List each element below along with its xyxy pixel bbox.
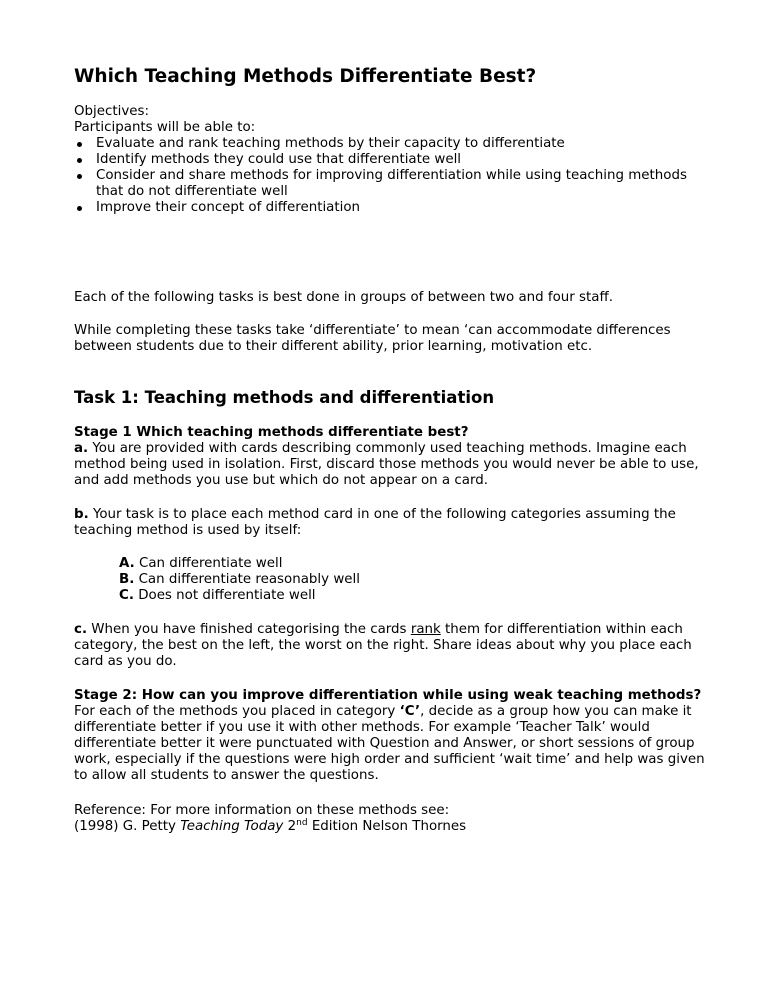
reference-line: Reference: For more information on these methods see: <box>74 803 450 818</box>
stage2-text-before: For each of the methods you placed in category <box>74 704 396 719</box>
category-text: Does not differentiate well <box>138 588 316 603</box>
category-list <box>119 556 360 604</box>
step-c-text-before: When you have finished categorising the cards <box>91 622 407 637</box>
stage2-text-after: , decide as a group how you can make it differentiate better if you use it with other methods. For example ‘Teacher Talk’ would differentiate better it were punctuated with Question and Answer, or short sessions of group work, especially if the questions were high order and sufficient ‘wait time’ and help was given to allow all students to answer the questions. <box>74 704 705 783</box>
category-letter: A. <box>119 556 135 571</box>
category-item <box>119 556 360 572</box>
book-title: Teaching Today <box>180 819 284 834</box>
rank-emphasis: rank <box>410 622 441 637</box>
stage2-body <box>74 704 714 784</box>
category-letter: B. <box>119 572 135 587</box>
step-b-label: b. <box>74 507 89 522</box>
reference-citation <box>74 819 714 835</box>
stage1-heading: Stage 1 Which teaching methods differentiate best? <box>74 425 469 440</box>
category-item <box>119 588 360 604</box>
category-item <box>119 572 360 588</box>
list-item: Evaluate and rank teaching methods by their capacity to differentiate <box>74 136 714 152</box>
stage1-step-c <box>74 622 714 670</box>
page-title: Which Teaching Methods Differentiate Best? <box>74 66 537 87</box>
list-item: Identify methods they could use that differentiate well <box>74 152 714 168</box>
stage1-step-a <box>74 441 714 489</box>
groups-note: Each of the following tasks is best done in groups of between two and four staff. <box>74 290 613 305</box>
objectives-intro: Participants will be able to: <box>74 120 256 135</box>
list-item: Improve their concept of differentiation <box>74 200 714 216</box>
objectives-heading: Objectives: <box>74 104 149 119</box>
definition-note: While completing these tasks take ‘differentiate’ to mean ‘can accommodate differences between students due to their different ability, prior learning, motivation etc. <box>74 323 671 354</box>
objectives-list <box>74 136 714 216</box>
objectives-section <box>74 104 714 216</box>
category-text: Can differentiate reasonably well <box>138 572 360 587</box>
reference-section <box>74 803 714 835</box>
step-c-label: c. <box>74 622 88 637</box>
citation-author: (1998) G. Petty <box>74 819 176 834</box>
task1-heading: Task 1: Teaching methods and differentiation <box>74 388 495 407</box>
stage1-step-b <box>74 507 714 539</box>
list-item: Consider and share methods for improving differentiation while using teaching methods that do not differentiate well <box>74 168 714 200</box>
stage2-heading: Stage 2: How can you improve differentiation while using weak teaching methods? <box>74 688 702 703</box>
category-text: Can differentiate well <box>138 556 283 571</box>
edition-suffix: nd <box>296 818 308 828</box>
step-b-text: Your task is to place each method card in one of the following categories assuming the teaching method is used by itself: <box>74 507 676 538</box>
edition-number: 2 <box>287 819 297 834</box>
category-letter: C. <box>119 588 134 603</box>
step-c-text-after: them for differentiation within each category, the best on the left, the worst on the right. Share ideas about why you place each card as you do. <box>74 622 692 669</box>
step-a-text: You are provided with cards describing commonly used teaching methods. Imagine each method being used in isolation. First, discard those methods you would never be able to use, and add methods you use but which do not appear on a card. <box>74 441 699 488</box>
step-a-label: a. <box>74 441 89 456</box>
edition-publisher: Edition Nelson Thornes <box>311 819 467 834</box>
category-c-ref: ‘C’ <box>399 704 421 719</box>
